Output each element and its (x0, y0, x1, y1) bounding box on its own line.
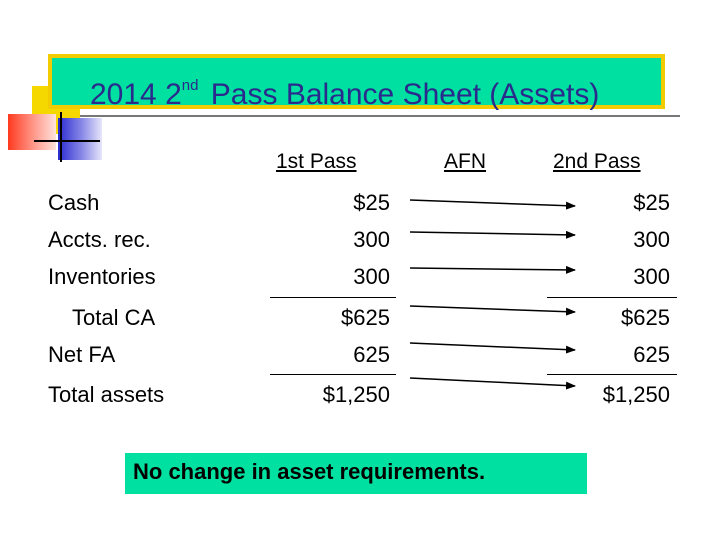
title-suffix: Pass Balance Sheet (Assets) (202, 78, 600, 111)
total-ca-first-pass-value: $625 (341, 305, 390, 330)
accts-rec-arrow (410, 232, 575, 235)
total-assets-arrow (410, 378, 575, 386)
net-fa-first-pass-value: 625 (353, 342, 390, 367)
row-label-cash: Cash (48, 190, 100, 215)
accts-rec-first-pass-value: 300 (353, 227, 390, 252)
net-fa-arrow (410, 343, 575, 350)
inventories-first-pass-value: 300 (353, 264, 390, 289)
cash-second-pass-value: $25 (633, 190, 670, 215)
header-second-pass: 2nd Pass (553, 150, 641, 173)
row-label-net-fa: Net FA (48, 342, 116, 367)
header-first-pass: 1st Pass (276, 150, 357, 173)
title-superscript: nd (181, 77, 199, 94)
cash-first-pass-value: $25 (353, 190, 390, 215)
total-assets-second-pass-value: $1,250 (602, 382, 670, 407)
accts-rec-second-pass-value: 300 (633, 227, 670, 252)
net-fa-second-pass-value: 625 (633, 342, 670, 367)
row-label-total-ca: Total CA (72, 305, 156, 330)
cash-arrow (410, 200, 575, 206)
title-prefix: 2014 2 (90, 78, 182, 111)
note-text: No change in asset requirements. (133, 459, 486, 484)
total-ca-arrow (410, 306, 575, 312)
row-label-inventories: Inventories (48, 264, 156, 289)
inventories-second-pass-value: 300 (633, 264, 670, 289)
inventories-arrow (410, 268, 575, 270)
row-label-total-assets: Total assets (48, 382, 165, 407)
total-assets-first-pass-value: $1,250 (322, 382, 390, 407)
header-afn: AFN (444, 150, 486, 173)
total-ca-second-pass-value: $625 (621, 305, 670, 330)
row-label-accts-rec: Accts. rec. (48, 227, 151, 252)
